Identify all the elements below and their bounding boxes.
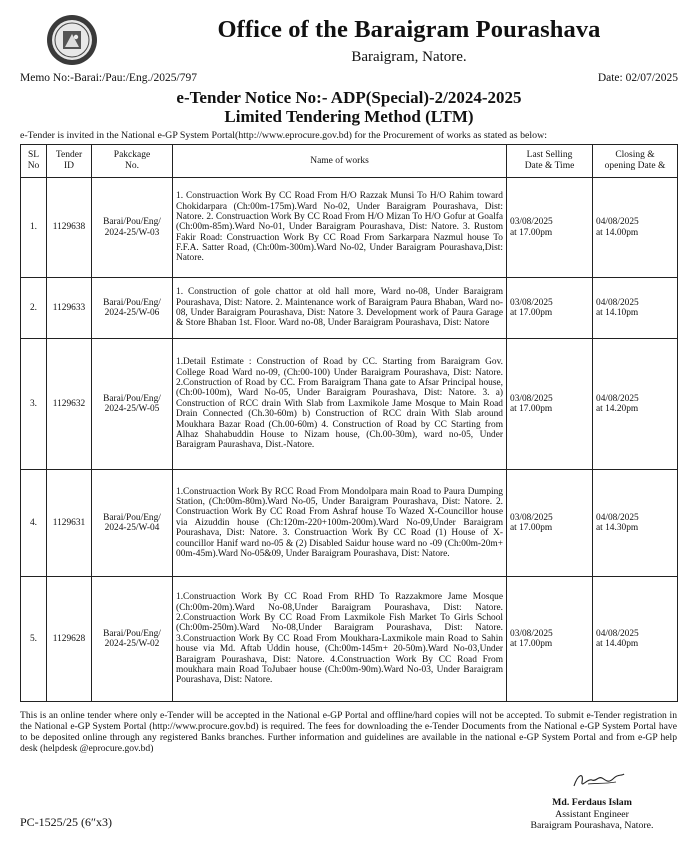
handwritten-signature bbox=[568, 766, 628, 794]
row-sl: 2. bbox=[21, 278, 47, 339]
row-selling-date: 03/08/2025 at 17.00pm bbox=[507, 278, 593, 339]
table-row bbox=[21, 577, 678, 702]
header-package: Pakckage No. bbox=[92, 145, 173, 178]
table-row bbox=[21, 470, 678, 577]
row-package: Barai/Pou/Eng/ 2024-25/W-05 bbox=[92, 339, 173, 470]
office-location: Baraigram, Natore. bbox=[351, 49, 467, 65]
table-row bbox=[21, 178, 678, 278]
signatory-block bbox=[512, 797, 672, 832]
row-tender-id: 1129631 bbox=[47, 470, 92, 577]
row-selling-date: 03/08/2025 at 17.00pm bbox=[507, 577, 593, 702]
header-selling-date: Last Selling Date & Time bbox=[507, 145, 593, 178]
row-closing-date: 04/08/2025 at 14.10pm bbox=[593, 278, 678, 339]
memo-number: Memo No:-Barai:/Pau:/Eng./2025/797 bbox=[20, 72, 197, 84]
row-works: 1.Construaction Work By CC Road From RHD To Razzakmore Jame Mosque (Ch:00m-20m).Ward No-08,Under Baraigram Pourashava, Dist: Natore. 2.Construaction Work By CC Road From Laxmikole Fish Market To Girls School (Ch:00m-250m).Ward No-08,Under Baraigram Pourashava, Dist: Natore. 3.Construaction Work By CC Road From Moukhara-Laxmikole main Road to Sahin house via Md. Aftab Uddin house, (Ch:00m-145m+ 20-50m).Ward No-03,Under Baraigram Pourashava, Dist: Natore. 4.Construaction Work By CC Road From moukhara main Road ToJubaer house (Ch:00m-90m).Ward No-03, Under Baraigram Pourashava, Dist: Natore. bbox=[173, 577, 507, 702]
row-tender-id: 1129628 bbox=[47, 577, 92, 702]
row-tender-id: 1129638 bbox=[47, 178, 92, 278]
tender-table bbox=[20, 144, 678, 702]
signatory-title: Assistant Engineer bbox=[555, 808, 629, 820]
table-header-row bbox=[21, 145, 678, 178]
header-closing-date: Closing & opening Date & bbox=[593, 145, 678, 178]
row-selling-date: 03/08/2025 at 17.00pm bbox=[507, 339, 593, 470]
row-sl: 5. bbox=[21, 577, 47, 702]
row-closing-date: 04/08/2025 at 14.20pm bbox=[593, 339, 678, 470]
row-selling-date: 03/08/2025 at 17.00pm bbox=[507, 178, 593, 278]
row-works: 1. Construction of gole chattor at old hall more, Ward no-08, Under Baraigram Pourashava, Dist: Natore. 2. Maintenance work of Baraigram Paura Bhaban, Ward no-08, Under Baraigram Pourashava, Dist: Natore 3. Development work of Paura Garage & Store Bhaban 1st. Floor. Ward no-08, Under Baraigram Pourashava, Dist: Natore bbox=[173, 278, 507, 339]
row-works: 1. Construaction Work By CC Road From H/O Razzak Munsi To H/O Rahim toward Chokidarpara (Ch:00m-175m).Ward No-02, Under Baraigram Pourashava, Dist: Natore. 2. Construaction Work By CC Road From H/O Mizan To H/O Gofur at Goalfa (Ch:00m-85m).Ward No-01, Under Baraigram Pourashava, Dist: Natore. 3. Rustom Fakir Road: Construaction Work By CC Road From Sarkarpara Nazmul house To F.F.A. Satter Road, (Ch:00m-300m).Ward No-02, Under Baraigram Pourashava,Dist: Natore. bbox=[173, 178, 507, 278]
intro-text: e-Tender is invited in the National e-GP System Portal(http://www.eprocure.gov.bd) for the Procurement of works as stated as below: bbox=[20, 130, 547, 141]
signatory-office: Baraigram Pourashava, Natore. bbox=[530, 820, 654, 832]
row-package: Barai/Pou/Eng/ 2024-25/W-03 bbox=[92, 178, 173, 278]
row-tender-id: 1129632 bbox=[47, 339, 92, 470]
notice-title: e-Tender Notice No:- ADP(Special)-2/2024-2025 bbox=[176, 88, 522, 107]
row-selling-date: 03/08/2025 at 17.00pm bbox=[507, 470, 593, 577]
signatory-name: Md. Ferdaus Islam bbox=[552, 797, 632, 808]
row-tender-id: 1129633 bbox=[47, 278, 92, 339]
row-package: Barai/Pou/Eng/ 2024-25/W-04 bbox=[92, 470, 173, 577]
row-closing-date: 04/08/2025 at 14.40pm bbox=[593, 577, 678, 702]
table-row bbox=[21, 278, 678, 339]
method-title: Limited Tendering Method (LTM) bbox=[224, 107, 474, 126]
row-package: Barai/Pou/Eng/ 2024-25/W-06 bbox=[92, 278, 173, 339]
office-title: Office of the Baraigram Pourashava bbox=[217, 16, 601, 43]
row-sl: 3. bbox=[21, 339, 47, 470]
row-works: 1.Detail Estimate : Construction of Road by CC. Starting from Baraigram Gov. College Road Ward no-09, (Ch:00-100) Under Baraigram Pourashava, Dist: Natore. 2.Construction of Road by CC. From Baraigram Thana gate to Afsar Principal house, (Ch:00-100m), Ward No-05, Under Baraigram Pourashava, Dist: Natore. 3. a) Construction of RCC drain With Slab from Laxmikole Jame Mosque to Main Road Drain Connected (Ch.30-60m) b) Construction of RCC drain With Slab around Moukhara Bazar Road (Ch.00-60m) 4. Construction of Road by CC Starting from Alhaz Shahabuddin House to Nizam house, (Ch.00-30m), ward no-05, Under Baraigram Paurashava, Dist.-Natore. bbox=[173, 339, 507, 470]
footer-instructions: This is an online tender where only e-Tender will be accepted in the National e-GP Portal and offline/hard copies will not be accepted. To submit e-Tender registration in the National e-GP System Portal (http://www.procure.gov.bd) is required. The fees for downloading the e-Tender Documents from the National e-GP System Portal have to be deposited online through any registered Banks branches. Further information and guidelines are available in the national e-GP System Portal and from e-GP help desk (helpdesk @eprocure.gov.bd) bbox=[20, 710, 677, 755]
notice-date: Date: 02/07/2025 bbox=[597, 72, 678, 84]
header-sl: SL No bbox=[21, 145, 47, 178]
pourashava-emblem-icon bbox=[46, 14, 98, 66]
row-closing-date: 04/08/2025 at 14.30pm bbox=[593, 470, 678, 577]
header-tender-id: Tender ID bbox=[47, 145, 92, 178]
row-sl: 4. bbox=[21, 470, 47, 577]
row-closing-date: 04/08/2025 at 14.00pm bbox=[593, 178, 678, 278]
row-package: Barai/Pou/Eng/ 2024-25/W-02 bbox=[92, 577, 173, 702]
header-works: Name of works bbox=[173, 145, 507, 178]
row-sl: 1. bbox=[21, 178, 47, 278]
pc-code: PC-1525/25 (6″x3) bbox=[20, 815, 112, 829]
table-row bbox=[21, 339, 678, 470]
row-works: 1.Construaction Work By RCC Road From Mondolpara main Road to Paura Dumping Station, (Ch:00m-80m).Ward No-05, Under Baraigram Pourashava, Dist: Natore. 2. Construaction Work By CC Road From Ashraf house To Wazed X-Councillor house via Aizuddin house (Ch:120m-220+100m-200m).Ward No-09,Under Baraigram Pourashava, Dist: Natore. 3. Construaction Work By CC Road (1) House of X-councillor Hanif ward no-05 & (2) Disabled Saidur house ward no -09 (Ch:00m-20m+ 00m-45m).Ward No-05&09, Under Baraigram Pourashava, Dist: Natore. bbox=[173, 470, 507, 577]
